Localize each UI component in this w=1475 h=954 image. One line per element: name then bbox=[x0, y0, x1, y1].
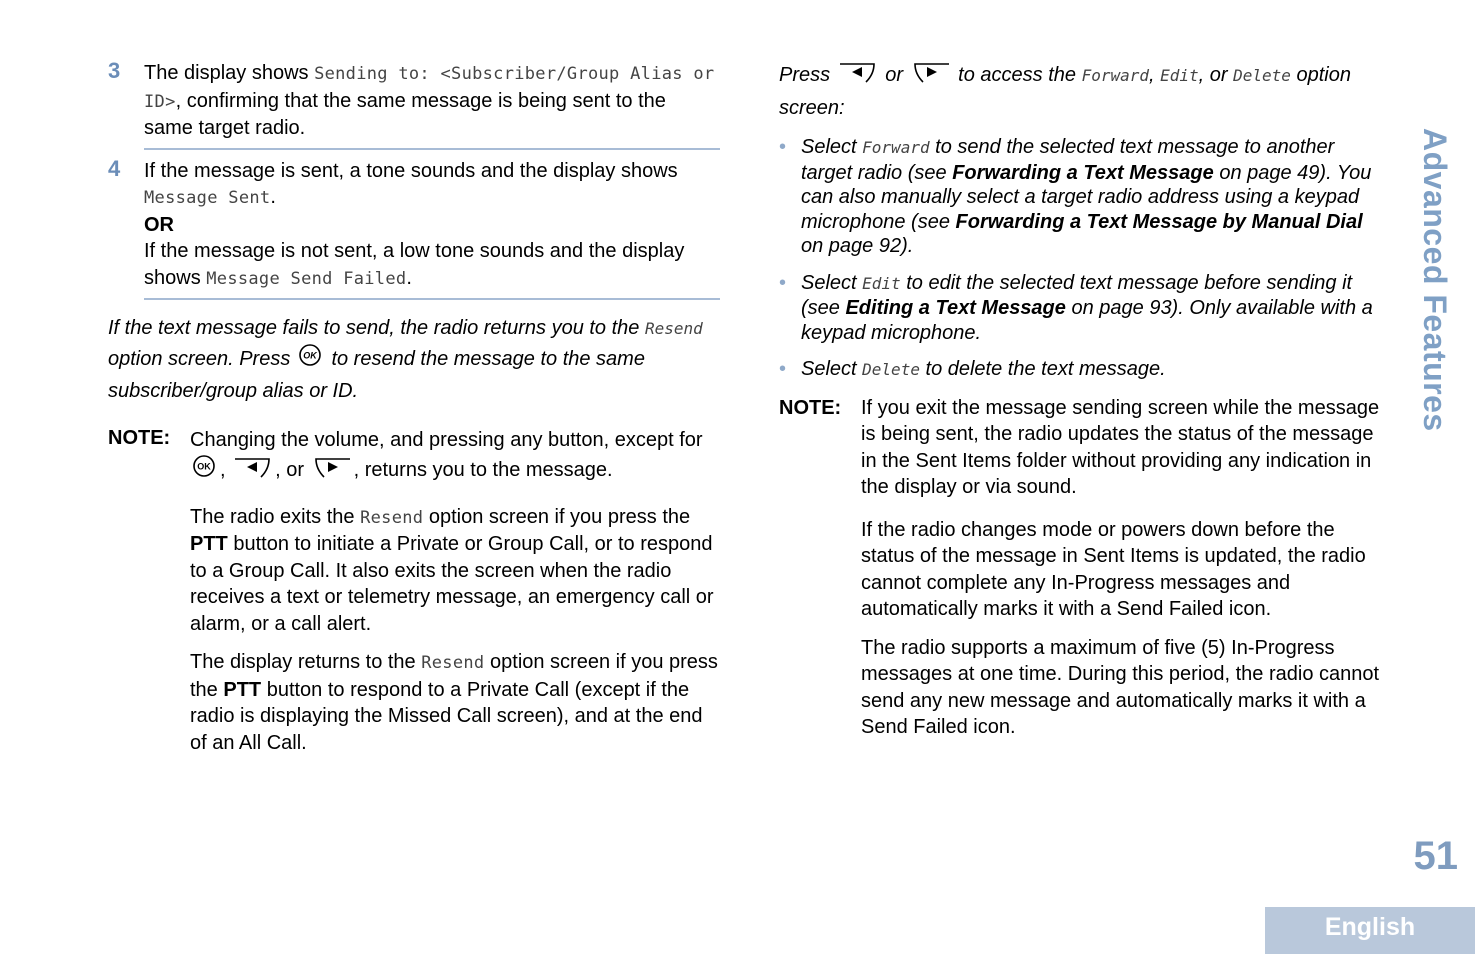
display-text: Resend bbox=[360, 507, 424, 528]
note-text: button to respond to a Private Call (except if the radio is displaying the Missed Call screen), and at the end of an All Call. bbox=[190, 678, 703, 754]
right-arrow-button-icon bbox=[911, 62, 951, 93]
bullet-icon: • bbox=[779, 358, 787, 380]
display-text: Edit bbox=[1160, 66, 1199, 85]
item-text: to delete the text message. bbox=[919, 358, 1166, 380]
item-text: on page 92). bbox=[801, 235, 914, 257]
list-item-delete bbox=[779, 357, 1385, 383]
note-text: button to initiate a Private or Group Call, or to respond to a Group Call. It also exits the screen when the radio receives a text or telemetry message, an emergency call or alarm, or a call alert. bbox=[190, 533, 714, 635]
item-text: Select bbox=[801, 271, 863, 294]
left-arrow-button-icon bbox=[838, 62, 878, 93]
para-text: option screen. Press bbox=[108, 347, 296, 370]
step-text: . bbox=[406, 266, 412, 289]
display-text: Message Sent bbox=[144, 188, 271, 208]
page-number: 51 bbox=[1413, 834, 1458, 878]
display-text: Sending to: <Subscriber/Group Alias or ID> bbox=[144, 64, 715, 112]
display-text: Resend bbox=[644, 319, 703, 338]
display-text: Forward bbox=[1081, 66, 1149, 85]
para-text: to resend the message to the same subscriber/group alias or ID. bbox=[108, 347, 645, 402]
bullet-icon: • bbox=[779, 136, 787, 158]
display-text: Delete bbox=[1233, 66, 1291, 85]
item-text: to send the selected text message to another target radio (see bbox=[801, 136, 1335, 184]
note-right bbox=[779, 395, 1385, 753]
right-arrow-button-icon bbox=[312, 457, 352, 488]
divider bbox=[144, 148, 720, 150]
note-text: , returns you to the message. bbox=[353, 458, 613, 481]
ok-button-icon bbox=[298, 344, 324, 378]
option-list bbox=[779, 135, 1385, 383]
note-paragraph bbox=[190, 504, 720, 638]
note-text: The display returns to the bbox=[190, 651, 422, 673]
note-text: Changing the volume, and pressing any button, except for bbox=[190, 428, 703, 451]
note-left bbox=[108, 425, 720, 769]
svg-text:OK: OK bbox=[303, 350, 317, 360]
note-label: NOTE: bbox=[779, 396, 842, 419]
language-label: English bbox=[1324, 913, 1416, 941]
intro-text: to access the bbox=[952, 64, 1082, 86]
intro-paragraph bbox=[779, 60, 1385, 123]
note-paragraph: The radio supports a maximum of five (5) In-Progress messages at one time. During this period, the radio cannot send any new message and automatically marks it with a Send Failed icon. bbox=[861, 636, 1380, 738]
intro-text: , or bbox=[1198, 64, 1234, 86]
xref-manual-dial: Forwarding a Text Message by Manual Dial bbox=[955, 210, 1363, 233]
display-text: Delete bbox=[862, 360, 920, 379]
step-number: 4 bbox=[108, 155, 121, 181]
step-text: , confirming that the same message is being sent to the same target radio. bbox=[144, 89, 666, 139]
note-text: The radio exits the bbox=[190, 505, 361, 528]
svg-text:OK: OK bbox=[197, 461, 211, 471]
para-text: If the text message fails to send, the radio returns you to the bbox=[108, 317, 645, 339]
step-text: If the message is sent, a tone sounds and the display shows bbox=[144, 159, 678, 182]
right-column bbox=[779, 60, 1385, 753]
step-3 bbox=[108, 60, 720, 142]
note-paragraph bbox=[190, 649, 720, 756]
intro-text: , bbox=[1149, 64, 1161, 86]
display-text: Edit bbox=[862, 273, 901, 293]
note-text: , bbox=[220, 458, 232, 481]
item-text: Select bbox=[801, 358, 863, 380]
step-4 bbox=[108, 155, 720, 293]
note-paragraph bbox=[190, 425, 720, 488]
ok-button-icon bbox=[192, 455, 218, 488]
note-paragraph: If the radio changes mode or powers down before the status of the message in Sent Items is updated, the radio cannot complete any In-Progress messages and automatically marks it with a Send Failed icon. bbox=[861, 518, 1366, 620]
step-text: If the message is not sent, a low tone sounds and the display shows bbox=[144, 240, 685, 289]
list-item-edit bbox=[779, 271, 1385, 346]
note-label: NOTE: bbox=[108, 426, 171, 449]
ptt-label: PTT bbox=[223, 678, 262, 701]
divider bbox=[144, 298, 720, 300]
fail-paragraph bbox=[108, 314, 720, 407]
or-label: OR bbox=[144, 213, 174, 236]
note-text: , or bbox=[275, 458, 310, 481]
ptt-label: PTT bbox=[190, 533, 228, 555]
note-text: option screen if you press the bbox=[190, 651, 718, 701]
step-text: The display shows bbox=[144, 62, 315, 84]
left-column bbox=[108, 60, 720, 768]
item-text: to edit the selected text message before sending it (see bbox=[801, 271, 1353, 319]
intro-text: option screen: bbox=[779, 64, 1351, 119]
intro-text: or bbox=[879, 64, 909, 86]
note-body bbox=[190, 425, 720, 769]
step-number: 3 bbox=[108, 58, 121, 83]
display-text: Forward bbox=[862, 138, 930, 157]
list-item-forward bbox=[779, 135, 1385, 259]
note-paragraph: If you exit the message sending screen while the message is being sent, the radio updates the status of the message in the Sent Items folder without providing any indication in the display or via sound. bbox=[861, 396, 1380, 498]
left-arrow-button-icon bbox=[233, 457, 273, 488]
display-text: Resend bbox=[421, 653, 485, 673]
display-text: Message Send Failed bbox=[206, 268, 407, 289]
language-tab bbox=[1265, 907, 1475, 954]
item-text: on page 93). Only available with a keypad microphone. bbox=[801, 297, 1373, 344]
item-text: Select bbox=[801, 136, 863, 158]
step-text: . bbox=[270, 186, 276, 208]
item-text: on page 49). You can also manually select a target radio address using a keypad microphone (see bbox=[801, 161, 1372, 233]
xref-forwarding: Forwarding a Text Message bbox=[952, 161, 1214, 184]
intro-text: Press bbox=[779, 64, 836, 86]
note-text: option screen if you press the bbox=[423, 505, 691, 528]
bullet-icon: • bbox=[779, 271, 787, 294]
note-body bbox=[861, 395, 1385, 753]
section-title: Advanced Features bbox=[1417, 128, 1453, 432]
xref-editing: Editing a Text Message bbox=[845, 297, 1066, 319]
